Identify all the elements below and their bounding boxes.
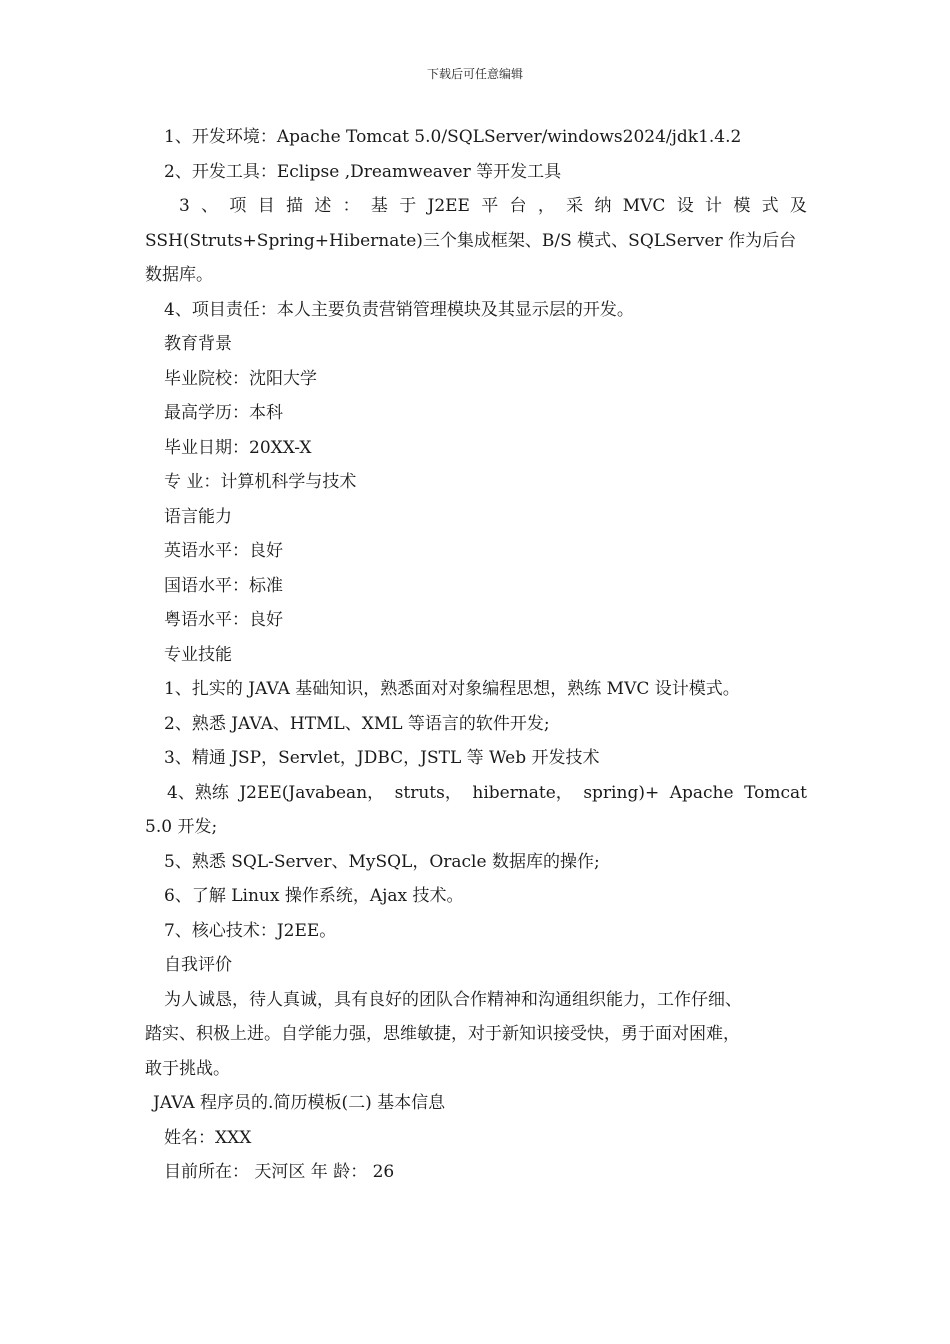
text-line-name: 姓名：XXX	[164, 1127, 252, 1148]
project-desc-word-19: 式	[761, 196, 779, 216]
text-line-skill-4	[145, 776, 807, 811]
text-line-dev-tools: 2、开发工具：Eclipse ,Dreamweaver 等开发工具	[164, 161, 562, 182]
text-line-database: 数据库。	[145, 265, 213, 285]
project-desc-word-17: 计	[705, 196, 723, 216]
text-line-self-eval-1: 为人诚恳，待人真诚，具有良好的团队合作精神和沟通组织能力，工作仔细、	[164, 989, 742, 1010]
project-desc-word-16: 设	[676, 196, 694, 216]
text-line-school: 毕业院校：沈阳大学	[164, 368, 317, 389]
text-line-skill-1: 1、扎实的 JAVA 基础知识，熟悉面对对象编程思想，熟练 MVC 设计模式。	[164, 679, 740, 699]
project-desc-word-7: 基	[370, 196, 388, 216]
skill-4-word-3: hibernate，	[472, 782, 573, 803]
project-desc-word-0: 3	[179, 196, 190, 216]
text-line-project-desc	[145, 189, 807, 224]
document-body	[145, 120, 807, 1190]
project-desc-word-5: 述	[314, 196, 332, 216]
project-desc-word-10: 平	[481, 196, 499, 216]
page-header: 下载后可任意编辑	[426, 67, 523, 81]
text-line-major: 专 业：计算机科学与技术	[164, 472, 357, 492]
section-heading-template-two: JAVA 程序员的.简历模板(二) 基本信息	[153, 1093, 446, 1113]
project-desc-word-20: 及	[789, 196, 807, 216]
text-line-project-duty: 4、项目责任：本人主要负责营销管理模块及其显示层的开发。	[164, 299, 634, 320]
project-desc-word-15: MVC	[622, 196, 666, 216]
text-line-dev-env: 1、开发环境：Apache Tomcat 5.0/SQLServer/windows2024/jdk1.4.2	[164, 127, 742, 147]
project-desc-word-9: J2EE	[427, 196, 470, 216]
section-heading-education: 教育背景	[164, 334, 232, 354]
text-line-skill-7: 7、核心技术：J2EE。	[164, 920, 337, 941]
section-heading-self-eval: 自我评价	[164, 955, 232, 975]
text-line-self-eval-2: 踏实、积极上进。自学能力强，思维敏捷，对于新知识接受快，勇于面对困难，	[145, 1024, 740, 1044]
project-desc-word-14: 纳	[594, 196, 612, 216]
project-desc-word-1: 、	[201, 196, 219, 216]
skill-4-word-6: Tomcat	[744, 782, 807, 803]
project-desc-word-18: 模	[733, 196, 751, 216]
project-desc-word-4: 描	[286, 196, 304, 216]
text-line-graduation-date: 毕业日期：20XX-X	[164, 437, 312, 458]
project-desc-word-13: 采	[566, 196, 584, 216]
skill-4-word-1: J2EE(Javabean，	[239, 782, 385, 803]
project-desc-word-8: 于	[399, 196, 417, 216]
project-desc-word-11: 台	[509, 196, 527, 216]
project-desc-word-2: 项	[229, 196, 247, 216]
text-line-skill-6: 6、了解 Linux 操作系统，Ajax 技术。	[164, 886, 464, 906]
text-line-cantonese: 粤语水平：良好	[164, 610, 283, 630]
skill-4-word-4: spring)+	[583, 782, 660, 803]
text-line-skill-4-cont: 5.0 开发;	[145, 817, 218, 837]
text-line-framework: SSH(Struts+Spring+Hibernate)三个集成框架、B/S 模式、SQLServer 作为后台	[145, 230, 797, 251]
skill-4-word-2: struts，	[394, 782, 462, 803]
text-line-mandarin: 国语水平：标准	[164, 575, 283, 596]
text-line-location-age: 目前所在： 天河区 年 龄： 26	[164, 1162, 395, 1182]
project-desc-word-6: ：	[342, 196, 360, 216]
project-desc-word-3: 目	[257, 196, 275, 216]
text-line-degree: 最高学历：本科	[164, 403, 283, 423]
text-line-self-eval-3: 敢于挑战。	[145, 1058, 230, 1079]
skill-4-word-5: Apache	[669, 782, 734, 803]
project-desc-word-12: ，	[537, 196, 555, 216]
text-line-skill-2: 2、熟悉 JAVA、HTML、XML 等语言的软件开发;	[164, 713, 550, 734]
text-line-skill-5: 5、熟悉 SQL-Server、MySQL，Oracle 数据库的操作;	[164, 851, 600, 872]
skill-4-word-0: 4、熟练	[167, 782, 229, 803]
text-line-english: 英语水平：良好	[164, 541, 283, 561]
section-heading-skills: 专业技能	[164, 644, 232, 665]
text-line-skill-3: 3、精通 JSP，Servlet，JDBC，JSTL 等 Web 开发技术	[164, 748, 600, 768]
section-heading-language: 语言能力	[164, 506, 232, 527]
